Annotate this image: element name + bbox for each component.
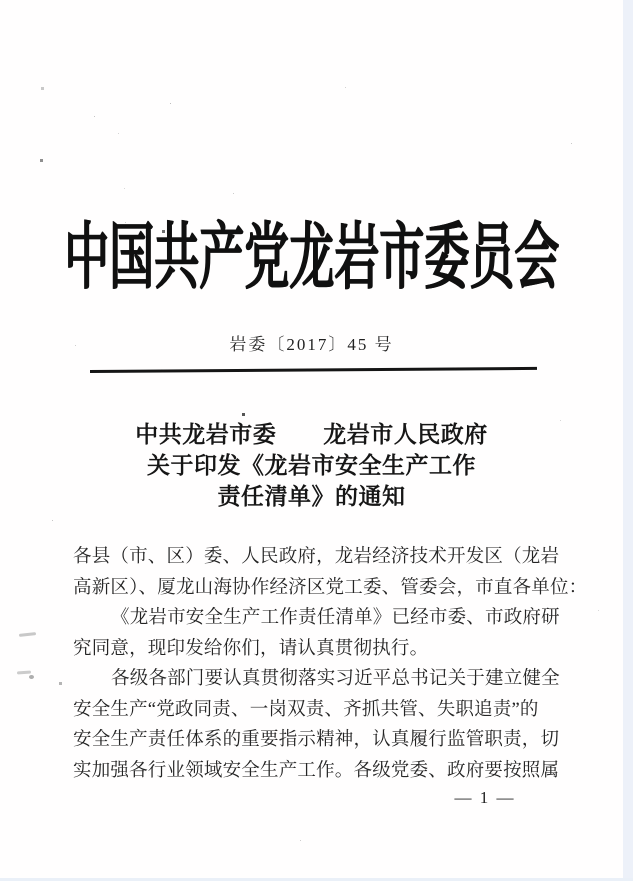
title-line-3: 责任清单》的通知 — [217, 484, 406, 509]
body-line-3: 《龙岩市安全生产工作责任清单》已经市委、市政府研 — [111, 608, 560, 628]
body-line-7: 安全生产责任体系的重要指示精神，认真履行监管职责，切 — [73, 730, 560, 750]
page-number: — 1 — — [454, 788, 516, 807]
document-title — [0, 419, 623, 512]
scan-smudge — [19, 632, 36, 637]
body-line-4: 究同意，现印发给你们，请认真贯彻执行。 — [73, 638, 429, 659]
document-number: 岩委〔2017〕45 号 — [229, 335, 394, 354]
title-line-1: 中共龙岩市委 龙岩市人民政府 — [135, 422, 488, 447]
scan-smudge — [29, 675, 34, 679]
scan-edge-right — [623, 0, 633, 881]
body-line-1: 各县（市、区）委、人民政府，龙岩经济技术开发区（龙岩 — [73, 547, 560, 567]
scan-smudge — [17, 671, 31, 675]
body-line-6: 安全生产“党政同责、一岗双责、齐抓共管、失职追责”的 — [73, 699, 539, 720]
header-separator-line — [90, 367, 537, 373]
body-line-8: 实加强各行业领域安全生产工作。各级党委、政府要按照属 — [73, 760, 560, 781]
title-line-2: 关于印发《龙岩市安全生产工作 — [147, 453, 476, 478]
scan-noise-specks — [0, 0, 1, 1]
document-body — [73, 542, 588, 786]
body-line-2: 高新区）、厦龙山海协作经济区党工委、管委会，市直各单位： — [73, 577, 588, 598]
issuing-org-header: 中国共产党龙岩市委员会 — [63, 217, 559, 299]
body-line-5: 各级各部门要认真贯彻落实习近平总书记关于建立健全 — [111, 669, 560, 689]
